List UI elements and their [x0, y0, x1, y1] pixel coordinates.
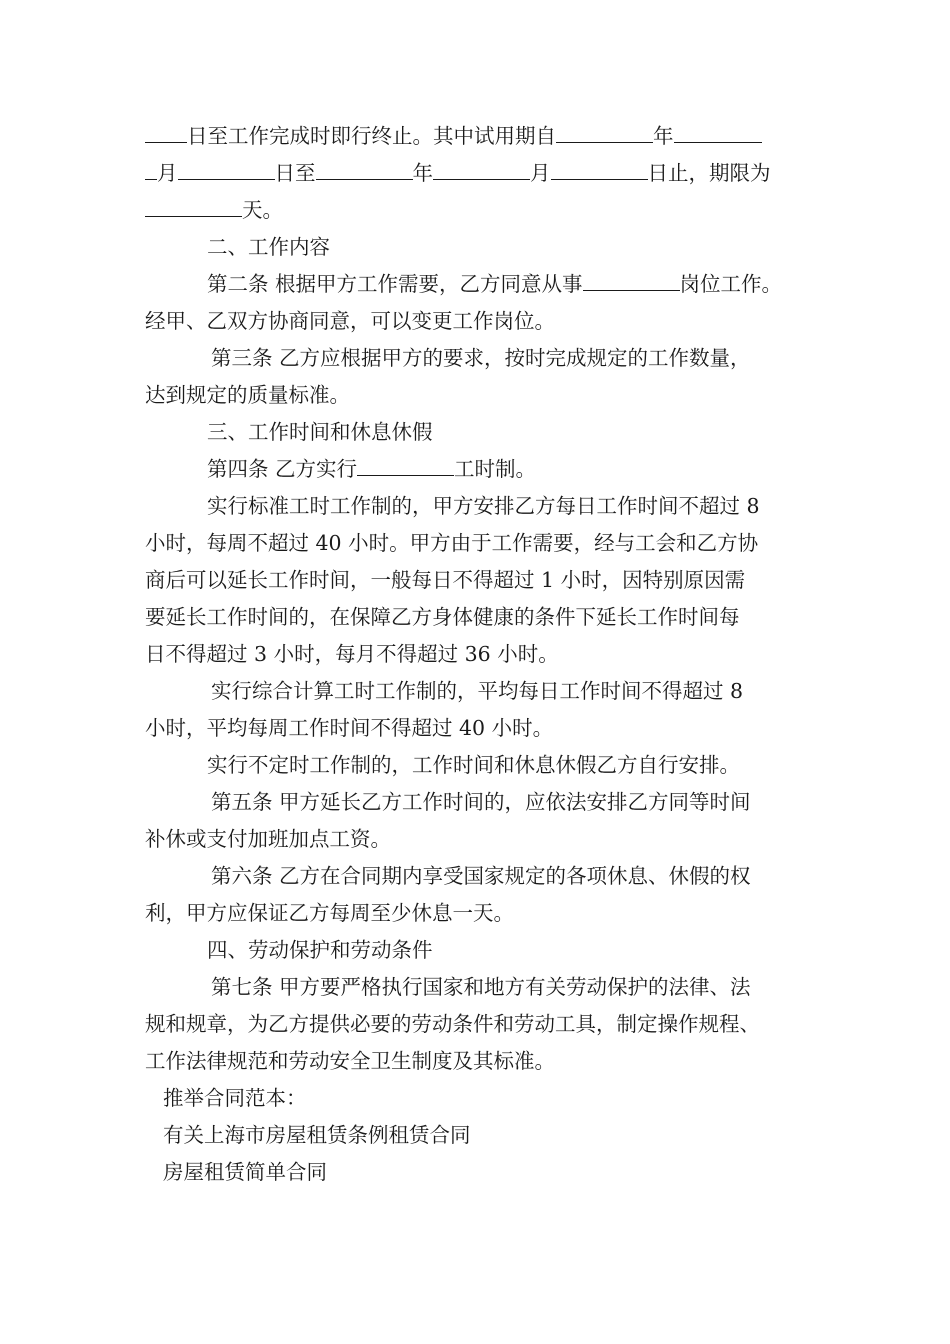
term-line-3: 天。: [145, 192, 810, 229]
blank-field[interactable]: [583, 266, 680, 291]
article-3-line-1: 第三条 乙方应根据甲方的要求，按时完成规定的工作数量，: [211, 346, 751, 370]
article-2-line-2: 经甲、乙双方协商同意，可以变更工作岗位。: [145, 309, 555, 333]
comprehensive-hours-line-2: 小时，平均每周工作时间不得超过 40 小时。: [145, 716, 554, 740]
article-5-line-2: 补休或支付加班加点工资。: [145, 827, 391, 851]
blank-field[interactable]: [674, 118, 762, 143]
standard-hours-line-4: 要延长工作时间的，在保障乙方身体健康的条件下延长工作时间每: [145, 605, 740, 629]
blank-field[interactable]: [357, 451, 454, 476]
article-4-line: 第四条 乙方实行 工时制。: [145, 451, 810, 488]
section-heading-labor-protection: 四、劳动保护和劳动条件: [207, 938, 433, 962]
standard-hours-line-5: 日不得超过 3 小时，每月不得超过 36 小时。: [145, 642, 559, 666]
standard-hours-line-2: 小时，每周不超过 40 小时。甲方由于工作需要，经与工会和乙方协: [145, 531, 759, 555]
blank-field[interactable]: [556, 118, 653, 143]
blank-field[interactable]: [551, 155, 648, 180]
recommend-link-lease-regulation[interactable]: 有关上海市房屋租赁条例租赁合同: [163, 1123, 471, 1147]
article-7-line-2: 规和规章，为乙方提供必要的劳动条件和劳动工具，制定操作规程、: [145, 1012, 760, 1036]
section-heading-work-hours: 三、工作时间和休息休假: [207, 420, 433, 444]
article-6-line-1: 第六条 乙方在合同期内享受国家规定的各项休息、休假的权: [211, 864, 751, 888]
article-7-line-3: 工作法律规范和劳动安全卫生制度及其标准。: [145, 1049, 555, 1073]
article-2-line-1: 第二条 根据甲方工作需要，乙方同意从事 岗位工作。: [145, 266, 810, 303]
recommend-heading: 推举合同范本：: [163, 1086, 307, 1110]
document-page: [145, 118, 810, 1191]
blank-field[interactable]: [145, 155, 157, 180]
term-line-1: 日至工作完成时即行终止。其中试用期自 年: [145, 118, 810, 155]
article-6-line-2: 利，甲方应保证乙方每周至少休息一天。: [145, 901, 514, 925]
blank-field[interactable]: [145, 192, 242, 217]
section-heading-work-content: 二、工作内容: [207, 235, 330, 259]
recommend-link-simple-lease[interactable]: 房屋租赁简单合同: [163, 1160, 327, 1184]
blank-field[interactable]: [178, 155, 275, 180]
comprehensive-hours-line-1: 实行综合计算工时工作制的，平均每日工作时间不得超过 8: [211, 679, 744, 703]
blank-field[interactable]: [433, 155, 530, 180]
standard-hours-line-1: 实行标准工时工作制的，甲方安排乙方每日工作时间不超过 8: [207, 494, 760, 518]
article-3-line-2: 达到规定的质量标准。: [145, 383, 350, 407]
blank-field[interactable]: [316, 155, 413, 180]
flexible-hours-line: 实行不定时工作制的，工作时间和休息休假乙方自行安排。: [207, 753, 740, 777]
standard-hours-line-3: 商后可以延长工作时间，一般每日不得超过 1 小时，因特别原因需: [145, 568, 746, 592]
article-7-line-1: 第七条 甲方要严格执行国家和地方有关劳动保护的法律、法: [211, 975, 751, 999]
blank-field[interactable]: [145, 118, 187, 143]
article-5-line-1: 第五条 甲方延长乙方工作时间的，应依法安排乙方同等时间: [211, 790, 751, 814]
term-line-2: 月 日至 年 月 日止，期限为: [145, 155, 810, 192]
